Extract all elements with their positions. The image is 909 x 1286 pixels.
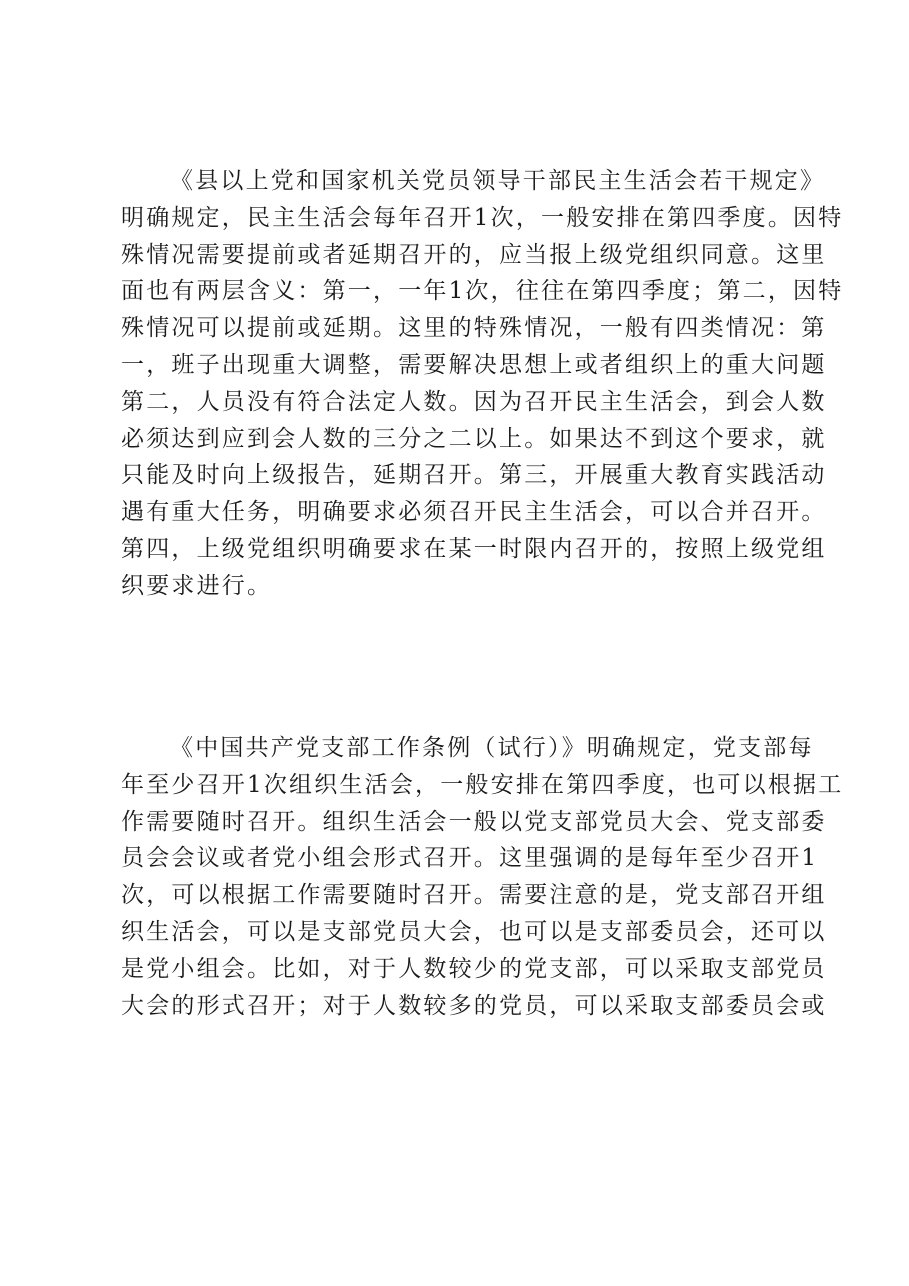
text-line: 是党小组会。比如，对于人数较少的党支部，可以采取支部党员 <box>121 955 827 982</box>
paragraph-organizational-life-meeting <box>121 730 844 1024</box>
text-line: 次，可以根据工作需要随时召开。需要注意的是，党支部召开组 <box>121 882 827 909</box>
text-line: 第四，上级党组织明确要求在某一时限内召开的，按照上级党组 <box>121 535 827 562</box>
text-line: 年至少召开1次组织生活会，一般安排在第四季度，也可以根据工 <box>121 771 844 798</box>
text-line: 遇有重大任务，明确要求必须召开民主生活会，可以合并召开。 <box>121 499 827 526</box>
text-line: 织要求进行。 <box>121 572 273 599</box>
text-line: 员会会议或者党小组会形式召开。这里强调的是每年至少召开1 <box>121 845 819 872</box>
text-line: 第二，人员没有符合法定人数。因为召开民主生活会，到会人数 <box>121 388 827 415</box>
text-line: 《县以上党和国家机关党员领导干部民主生活会若干规定》 <box>170 168 826 194</box>
text-line: 作需要随时召开。组织生活会一般以党支部党员大会、党支部委 <box>121 808 827 835</box>
text-line: 大会的形式召开；对于人数较多的党员，可以采取支部委员会或 <box>121 992 827 1019</box>
text-line: 一，班子出现重大调整，需要解决思想上或者组织上的重大问题 <box>121 351 827 378</box>
text-line: 面也有两层含义：第一，一年1次，往往在第四季度；第二，因特 <box>121 278 844 305</box>
text-line: 只能及时向上级报告，延期召开。第三，开展重大教育实践活动 <box>121 462 827 489</box>
text-line: 殊情况可以提前或延期。这里的特殊情况，一般有四类情况：第 <box>121 315 827 342</box>
text-line: 《中国共产党支部工作条例（试行）》明确规定，党支部每 <box>170 735 814 761</box>
paragraph-democratic-life-meeting <box>121 163 844 605</box>
text-line: 织生活会，可以是支部党员大会，也可以是支部委员会，还可以 <box>121 918 827 945</box>
text-line: 明确规定，民主生活会每年召开1次，一般安排在第四季度。因特 <box>121 204 844 231</box>
text-line: 必须达到应到会人数的三分之二以上。如果达不到这个要求，就 <box>121 425 827 452</box>
text-line: 殊情况需要提前或者延期召开的，应当报上级党组织同意。这里 <box>121 241 827 268</box>
